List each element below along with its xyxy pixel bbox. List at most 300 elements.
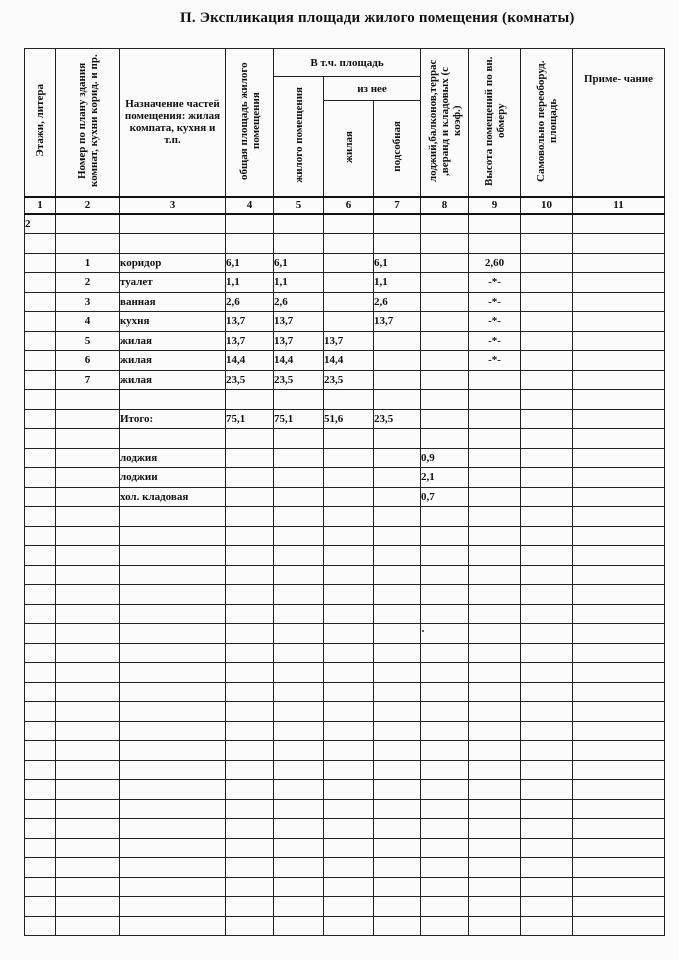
- table-cell: [324, 780, 374, 800]
- table-cell: 13,7: [274, 331, 324, 351]
- table-cell: [573, 897, 665, 917]
- table-cell: [120, 429, 226, 449]
- table-cell: 14,4: [324, 351, 374, 371]
- table-cell: [521, 858, 573, 878]
- table-cell: [374, 819, 421, 839]
- header-living-premises: жилого помещения: [274, 77, 324, 197]
- table-cell: [324, 292, 374, 312]
- table-cell: [573, 663, 665, 683]
- table-cell: [573, 877, 665, 897]
- table-cell: [324, 897, 374, 917]
- table-cell: [226, 526, 274, 546]
- table-row: [25, 351, 665, 371]
- table-cell: [521, 292, 573, 312]
- table-cell: [120, 682, 226, 702]
- table-cell: Итого:: [120, 409, 226, 429]
- table-cell: [324, 312, 374, 332]
- table-cell: [274, 760, 324, 780]
- table-cell: 0,7: [421, 487, 469, 507]
- table-row: [25, 799, 665, 819]
- table-cell: [374, 526, 421, 546]
- table-cell: [120, 214, 226, 234]
- table-cell: [469, 526, 521, 546]
- table-cell: [274, 741, 324, 761]
- table-cell: [324, 643, 374, 663]
- table-cell: [274, 448, 324, 468]
- table-cell: 2: [56, 273, 120, 293]
- table-cell: [421, 292, 469, 312]
- table-cell: [274, 429, 324, 449]
- table-cell: [324, 526, 374, 546]
- table-cell: [374, 448, 421, 468]
- table-cell: [56, 390, 120, 410]
- table-row: [25, 624, 665, 644]
- table-cell: [226, 663, 274, 683]
- table-cell: [25, 351, 56, 371]
- table-cell: [274, 702, 324, 722]
- table-cell: [274, 234, 324, 254]
- table-cell: [469, 487, 521, 507]
- table-cell: [374, 897, 421, 917]
- table-cell: [521, 721, 573, 741]
- table-cell: [573, 799, 665, 819]
- table-cell: [25, 468, 56, 488]
- table-cell: [120, 643, 226, 663]
- table-cell: [25, 546, 56, 566]
- table-cell: [521, 507, 573, 527]
- table-cell: [469, 468, 521, 488]
- table-cell: [421, 682, 469, 702]
- table-cell: [374, 702, 421, 722]
- table-cell: [25, 526, 56, 546]
- table-cell: [521, 643, 573, 663]
- table-cell: 13,7: [324, 331, 374, 351]
- table-cell: [56, 702, 120, 722]
- table-cell: 6,1: [274, 253, 324, 273]
- table-cell: [274, 663, 324, 683]
- table-cell: [25, 273, 56, 293]
- table-cell: [226, 643, 274, 663]
- table-cell: 14,4: [274, 351, 324, 371]
- table-cell: [374, 838, 421, 858]
- table-cell: -*-: [469, 273, 521, 293]
- table-cell: [25, 585, 56, 605]
- table-row: [25, 741, 665, 761]
- table-cell: [521, 565, 573, 585]
- table-row: [25, 468, 665, 488]
- table-cell: [274, 214, 324, 234]
- table-cell: [521, 351, 573, 371]
- table-cell: [226, 897, 274, 917]
- table-cell: [324, 565, 374, 585]
- table-cell: [120, 838, 226, 858]
- table-cell: [274, 858, 324, 878]
- table-cell: 2: [25, 214, 56, 234]
- table-cell: [421, 429, 469, 449]
- table-cell: [521, 273, 573, 293]
- table-cell: [469, 858, 521, 878]
- table-cell: [421, 916, 469, 936]
- table-cell: [324, 234, 374, 254]
- table-cell: [573, 312, 665, 332]
- table-cell: -*-: [469, 292, 521, 312]
- table-cell: [521, 429, 573, 449]
- table-cell: [56, 565, 120, 585]
- table-cell: [521, 214, 573, 234]
- table-cell: [573, 448, 665, 468]
- table-cell: [573, 487, 665, 507]
- table-cell: [274, 526, 324, 546]
- table-cell: 1,1: [274, 273, 324, 293]
- table-cell: [521, 448, 573, 468]
- table-cell: [469, 838, 521, 858]
- table-cell: [374, 760, 421, 780]
- table-cell: [469, 409, 521, 429]
- table-cell: [573, 409, 665, 429]
- column-number: 9: [469, 197, 521, 214]
- table-cell: [25, 741, 56, 761]
- table-row: [25, 292, 665, 312]
- table-cell: [374, 604, 421, 624]
- table-cell: [374, 468, 421, 488]
- table-cell: [324, 507, 374, 527]
- table-cell: [469, 624, 521, 644]
- table-cell: [374, 663, 421, 683]
- table-cell: [421, 663, 469, 683]
- table-cell: [274, 838, 324, 858]
- table-row: [25, 487, 665, 507]
- table-cell: [421, 799, 469, 819]
- table-cell: [324, 468, 374, 488]
- table-cell: [469, 448, 521, 468]
- table-cell: 1,1: [226, 273, 274, 293]
- table-cell: [226, 429, 274, 449]
- column-number: 4: [226, 197, 274, 214]
- table-cell: [421, 741, 469, 761]
- table-cell: [274, 565, 324, 585]
- table-cell: [521, 682, 573, 702]
- table-cell: [469, 780, 521, 800]
- table-cell: [421, 624, 469, 644]
- table-cell: [421, 819, 469, 839]
- table-cell: [324, 877, 374, 897]
- table-cell: лоджия: [120, 448, 226, 468]
- table-cell: [226, 799, 274, 819]
- table-cell: [374, 429, 421, 449]
- table-cell: [573, 721, 665, 741]
- table-cell: [56, 858, 120, 878]
- table-cell: [274, 546, 324, 566]
- header-floor: Этажи, литера: [25, 49, 56, 197]
- table-cell: жилая: [120, 370, 226, 390]
- table-cell: 14,4: [226, 351, 274, 371]
- table-cell: [25, 799, 56, 819]
- table-cell: [421, 507, 469, 527]
- table-cell: [274, 468, 324, 488]
- table-cell: [573, 429, 665, 449]
- document-title: П. Экспликация площади жилого помещения (комнаты): [180, 10, 575, 26]
- table-cell: [374, 370, 421, 390]
- table-cell: [374, 331, 421, 351]
- table-cell: [521, 546, 573, 566]
- table-cell: [226, 604, 274, 624]
- table-cell: [226, 234, 274, 254]
- table-cell: [521, 916, 573, 936]
- table-cell: [226, 624, 274, 644]
- table-cell: [573, 916, 665, 936]
- table-cell: [274, 507, 324, 527]
- table-cell: [120, 721, 226, 741]
- table-cell: [469, 682, 521, 702]
- table-cell: [374, 721, 421, 741]
- table-row: [25, 819, 665, 839]
- table-cell: кухня: [120, 312, 226, 332]
- table-cell: 23,5: [324, 370, 374, 390]
- table-cell: [120, 604, 226, 624]
- table-cell: [374, 877, 421, 897]
- table-cell: [25, 721, 56, 741]
- table-cell: [573, 585, 665, 605]
- table-cell: [226, 448, 274, 468]
- table-cell: [25, 780, 56, 800]
- table-cell: 13,7: [226, 312, 274, 332]
- table-cell: [56, 916, 120, 936]
- table-cell: [324, 741, 374, 761]
- table-cell: 75,1: [226, 409, 274, 429]
- table-cell: [274, 604, 324, 624]
- table-cell: [374, 390, 421, 410]
- table-cell: [573, 760, 665, 780]
- table-cell: [573, 565, 665, 585]
- table-cell: -*-: [469, 312, 521, 332]
- table-cell: [56, 663, 120, 683]
- table-cell: [521, 370, 573, 390]
- table-cell: [120, 819, 226, 839]
- table-row: [25, 546, 665, 566]
- table-cell: [421, 877, 469, 897]
- table-cell: [56, 819, 120, 839]
- table-cell: [324, 546, 374, 566]
- table-cell: [120, 565, 226, 585]
- table-cell: [469, 643, 521, 663]
- table-cell: [469, 819, 521, 839]
- table-cell: [573, 331, 665, 351]
- table-cell: [421, 585, 469, 605]
- table-cell: [573, 370, 665, 390]
- table-cell: 51,6: [324, 409, 374, 429]
- table-cell: жилая: [120, 351, 226, 371]
- table-cell: [226, 585, 274, 605]
- table-cell: [25, 877, 56, 897]
- table-cell: [573, 682, 665, 702]
- table-cell: [469, 916, 521, 936]
- table-cell: [573, 546, 665, 566]
- table-cell: [573, 819, 665, 839]
- table-cell: 6,1: [374, 253, 421, 273]
- table-row: [25, 702, 665, 722]
- table-cell: [25, 858, 56, 878]
- table-cell: [25, 916, 56, 936]
- table-cell: [120, 234, 226, 254]
- table-row: [25, 682, 665, 702]
- column-number: 1: [25, 197, 56, 214]
- header-auxiliary: подсобная: [374, 101, 421, 197]
- table-cell: [324, 448, 374, 468]
- table-cell: [120, 897, 226, 917]
- table-cell: [374, 507, 421, 527]
- table-cell: [324, 838, 374, 858]
- table-row: [25, 916, 665, 936]
- table-cell: 6: [56, 351, 120, 371]
- table-cell: [25, 702, 56, 722]
- table-cell: [56, 604, 120, 624]
- table-cell: [56, 234, 120, 254]
- table-cell: [56, 760, 120, 780]
- table-cell: 13,7: [374, 312, 421, 332]
- table-cell: [274, 624, 324, 644]
- table-cell: [573, 780, 665, 800]
- column-number: 11: [573, 197, 665, 214]
- table-cell: [521, 585, 573, 605]
- table-cell: [25, 565, 56, 585]
- table-cell: [573, 253, 665, 273]
- table-cell: [226, 565, 274, 585]
- table-cell: 75,1: [274, 409, 324, 429]
- table-cell: -*-: [469, 351, 521, 371]
- table-cell: [56, 877, 120, 897]
- table-cell: [25, 253, 56, 273]
- table-cell: [421, 234, 469, 254]
- table-cell: 23,5: [226, 370, 274, 390]
- table-cell: 0,9: [421, 448, 469, 468]
- table-cell: 13,7: [226, 331, 274, 351]
- table-cell: [120, 741, 226, 761]
- table-cell: [226, 682, 274, 702]
- table-cell: [120, 390, 226, 410]
- table-cell: [469, 214, 521, 234]
- table-cell: [374, 234, 421, 254]
- table-cell: лоджии: [120, 468, 226, 488]
- table-cell: [573, 292, 665, 312]
- table-cell: [421, 780, 469, 800]
- table-cell: [25, 487, 56, 507]
- table-cell: [469, 390, 521, 410]
- table-cell: [56, 429, 120, 449]
- table-cell: [573, 351, 665, 371]
- header-plan-number: Номер по плану здания комнат, кухни корид. и пр.: [56, 49, 120, 197]
- table-cell: [120, 624, 226, 644]
- explication-sheet: [24, 48, 664, 938]
- table-cell: [274, 819, 324, 839]
- table-cell: [274, 780, 324, 800]
- table-row: [25, 858, 665, 878]
- table-cell: [324, 253, 374, 273]
- table-row: [25, 214, 665, 234]
- table-cell: [120, 663, 226, 683]
- table-cell: [56, 897, 120, 917]
- table-row: [25, 663, 665, 683]
- table-cell: коридор: [120, 253, 226, 273]
- table-cell: [421, 643, 469, 663]
- table-cell: [324, 663, 374, 683]
- table-cell: [274, 721, 324, 741]
- table-cell: [469, 507, 521, 527]
- table-cell: [324, 273, 374, 293]
- table-cell: [324, 858, 374, 878]
- table-cell: [374, 799, 421, 819]
- table-cell: [226, 546, 274, 566]
- table-cell: [374, 682, 421, 702]
- table-cell: [421, 390, 469, 410]
- table-cell: [573, 214, 665, 234]
- table-cell: [421, 312, 469, 332]
- table-cell: [274, 643, 324, 663]
- table-cell: [25, 390, 56, 410]
- table-cell: [521, 604, 573, 624]
- table-cell: [469, 741, 521, 761]
- table-cell: [573, 604, 665, 624]
- table-cell: [274, 877, 324, 897]
- table-cell: [573, 234, 665, 254]
- table-cell: 5: [56, 331, 120, 351]
- table-cell: [521, 780, 573, 800]
- header-note: Приме- чание: [573, 49, 665, 197]
- table-cell: [421, 370, 469, 390]
- table-cell: [421, 546, 469, 566]
- column-number: 5: [274, 197, 324, 214]
- table-cell: [56, 468, 120, 488]
- table-cell: -*-: [469, 331, 521, 351]
- table-cell: [25, 604, 56, 624]
- column-number: 2: [56, 197, 120, 214]
- table-cell: [421, 838, 469, 858]
- table-row: [25, 838, 665, 858]
- header-total-area: общая площадь жилого помещения: [226, 49, 274, 197]
- table-cell: [226, 468, 274, 488]
- table-cell: [421, 858, 469, 878]
- table-row: [25, 429, 665, 449]
- table-cell: [25, 370, 56, 390]
- table-row: [25, 760, 665, 780]
- table-cell: [324, 799, 374, 819]
- table-cell: 2,6: [374, 292, 421, 312]
- table-cell: [573, 526, 665, 546]
- table-cell: [469, 565, 521, 585]
- table-cell: [521, 526, 573, 546]
- column-number-row: [25, 197, 665, 214]
- table-cell: [120, 858, 226, 878]
- table-cell: [56, 721, 120, 741]
- table-cell: [469, 546, 521, 566]
- table-cell: [324, 624, 374, 644]
- table-cell: [573, 390, 665, 410]
- table-cell: [469, 877, 521, 897]
- header-unauthorized: Самовольно переоборуд. площадь: [521, 49, 573, 197]
- table-cell: [25, 292, 56, 312]
- table-cell: [120, 760, 226, 780]
- table-cell: [226, 214, 274, 234]
- table-cell: [469, 585, 521, 605]
- table-cell: [56, 682, 120, 702]
- table-row: [25, 897, 665, 917]
- table-cell: [573, 858, 665, 878]
- table-cell: [521, 877, 573, 897]
- table-cell: 2,60: [469, 253, 521, 273]
- table-cell: 4: [56, 312, 120, 332]
- table-cell: [25, 331, 56, 351]
- table-cell: [274, 682, 324, 702]
- table-body: [25, 214, 665, 936]
